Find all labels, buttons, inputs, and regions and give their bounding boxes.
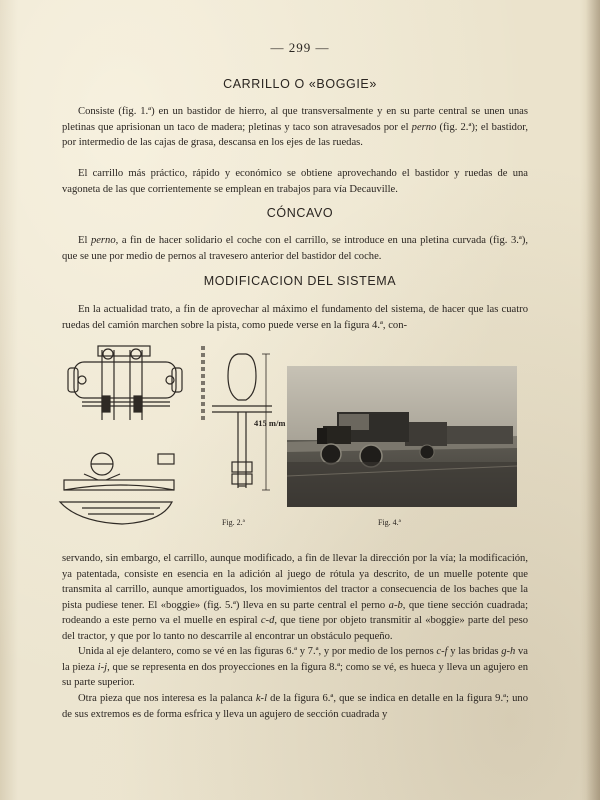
perno-head xyxy=(228,354,256,400)
paragraph-carrillo-2: El carrillo más práctico, rápido y económico se obtiene aprovechando el bastidor y ruedas de una vagoneta de las que corrientemente se emplean en trabajos para vía Decauville. xyxy=(62,168,528,195)
paragraph-carrillo-1: Consiste (fig. 1.ª) en un bastidor de hierro, al que transversalmente y en su parte central se unen unas pletinas que aprisionan un taco de madera; pletinas y taco son atravesados por el perno (fig. 2.ª); el bastidor, por intermedio de las cajas de grasa, descansa en los ejes de las ruedas. xyxy=(62,106,528,149)
fig2-caption: Fig. 2.ª xyxy=(222,518,245,527)
curved-plate xyxy=(60,502,172,524)
fig4-caption: Fig. 4.ª xyxy=(378,518,401,527)
paragraph-modificacion-4: Otra pieza que nos interesa es la palanca k-l de la figura 6.ª, que se indica en detalle en la figura 9.ª; uno de sus extremos es de forma esfrica y lleva un agujero de sección cuadrada y xyxy=(62,693,528,720)
bolt-top-left xyxy=(103,349,113,359)
heading-carrillo: CARRILLO O «BOGGIE» xyxy=(223,77,377,91)
paragraph-modificacion-3: Unida al eje delantero, como se vé en las figuras 6.ª y 7.ª, y por medio de los pernos c-f y las bridas g-h va la pieza i-j, que se representa en dos proyecciones en la figura 8.ª; como se vé, es hueca y lleva un agujero en su parte superior. xyxy=(62,646,529,689)
photo-truck-figure-4 xyxy=(287,366,517,507)
paragraph-modificacion-2: servando, sin embargo, el carrillo, aunque modificado, a fin de llevar la dirección por la vía; la modificación, ya patentada, consiste en esencia en la adición al juego de rótula ya descrito, de un muelle potente que transmita al carrillo, aunque amortiguados, los movimientos del tractor a consecuencia de los baches que la pista pudiese tener. El «boggie» (fig. 5.ª) lleva en su parte central el perno a-b, que tiene sección cuadrada; rodeando a este perno va el muelle en espiral c-d, que tiene por objeto transmitir al «boggie» parte del peso del tractor, y que por lo tanto no descarrile al encontrar un obstáculo pequeño. xyxy=(62,553,529,642)
front-wheel xyxy=(321,444,341,464)
page-edge-shadow xyxy=(586,0,600,800)
truck-photo-image xyxy=(287,366,517,507)
boggie-frame xyxy=(74,362,176,398)
heading-modificacion: MODIFICACION DEL SISTEMA xyxy=(203,274,397,288)
technical-drawings-figures-1-3 xyxy=(42,340,282,530)
dimension-label: 415 m/m xyxy=(254,418,286,428)
page-number: — 299 — xyxy=(270,40,330,55)
bolt-top-right xyxy=(131,349,141,359)
paragraph-concavo-1: El perno, a fin de hacer solidario el coche con el carrillo, se introduce en una pletina curvada (fig. 3.ª), que se une por medio de pernos al travesero anterior del bastidor del coche. xyxy=(62,235,528,262)
paragraph-modificacion-1: En la actualidad trato, a fin de aprovechar al máximo el fundamento del sistema, de hacer que las cuatro ruedas del camión marchen sobre la pista, como puede verse en la figura 4.ª, con- xyxy=(62,304,528,331)
truck-hood xyxy=(323,426,351,444)
heading-concavo: CÓNCAVO xyxy=(266,206,334,220)
